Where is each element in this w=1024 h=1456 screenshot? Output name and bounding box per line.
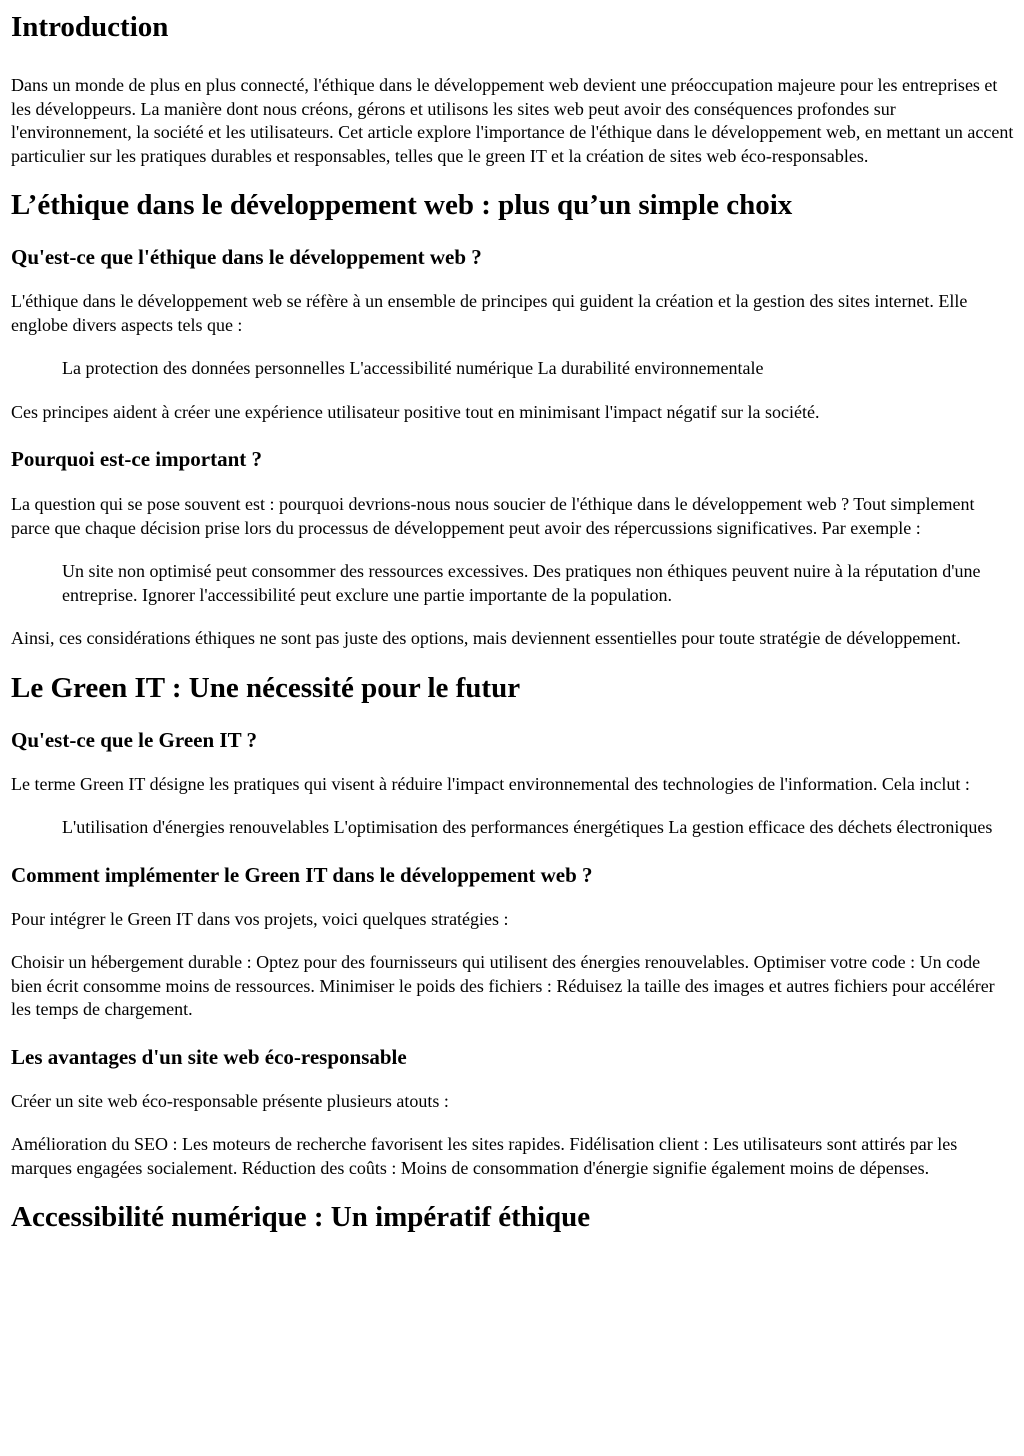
section-heading-accessibility: Accessibilité numérique : Un impératif éthique (11, 1201, 591, 1233)
subheading-what-is-green-it: Qu'est-ce que le Green IT ? (11, 727, 257, 752)
paragraph-eco-benefits: Amélioration du SEO : Les moteurs de recherche favorisent les sites rapides. Fidélisation client : Les utilisateurs sont attirés par les marques engagées socialement. Réduction des coûts : Moins de consommation d'énergie signifie également moins de dépenses. (11, 1134, 958, 1178)
subheading-eco-benefits: Les avantages d'un site web éco-responsable (11, 1044, 407, 1069)
subheading-what-is-ethics: Qu'est-ce que l'éthique dans le développement web ? (11, 245, 482, 269)
paragraph-conclusion-ethics: Ainsi, ces considérations éthiques ne sont pas juste des options, mais deviennent essentielles pour toute stratégie de développement. (11, 628, 961, 648)
intro-paragraph: Dans un monde de plus en plus connecté, l'éthique dans le développement web devient une préoccupation majeure pour les entreprises et les développeurs. La manière dont nous créons, gérons et utilisons les sites web peut avoir des conséquences profondes sur l'environnement, la société et les utilisateurs. Cet article explore l'importance de l'éthique dans le développement web, en mettant un accent particulier sur les pratiques durables et responsables, telles que le green IT et la création de sites web éco-responsables. (11, 75, 1014, 166)
paragraph-ethics-definition: L'éthique dans le développement web se réfère à un ensemble de principes qui guident la création et la gestion des sites internet. Elle englobe divers aspects tels que : (11, 291, 968, 335)
paragraph-green-it-definition: Le terme Green IT désigne les pratiques qui visent à réduire l'impact environnemental des technologies de l'information. Cela inclut : (11, 773, 970, 794)
quote-ethics-aspects: La protection des données personnelles L'accessibilité numérique La durabilité environnementale (62, 358, 764, 378)
paragraph-green-it-strategies: Choisir un hébergement durable : Optez pour des fournisseurs qui utilisent des énergies renouvelables. Optimiser votre code : Un code bien écrit consomme moins de ressources. Minimiser le poids des fichiers : Réduisez la taille des images et autres fichiers pour accélérer les temps de chargement. (11, 952, 995, 1019)
section-heading-ethics: L’éthique dans le développement web : plus qu’un simple choix (11, 189, 793, 221)
quote-examples: Un site non optimisé peut consommer des ressources excessives. Des pratiques non éthiques peuvent nuire à la réputation d'une entreprise. Ignorer l'accessibilité peut exclure une partie importante de la population. (62, 561, 981, 605)
paragraph-ethics-principles: Ces principes aident à créer une expérience utilisateur positive tout en minimisant l'impact négatif sur la société. (11, 401, 820, 422)
paragraph-green-it-strategies-intro: Pour intégrer le Green IT dans vos projets, voici quelques stratégies : (11, 908, 509, 929)
paragraph-why-important: La question qui se pose souvent est : pourquoi devrions-nous nous soucier de l'éthique dans le développement web ? Tout simplement parce que chaque décision prise lors du processus de développement peut avoir des répercussions significatives. Par exemple : (11, 494, 975, 538)
subheading-implement-green-it: Comment implémenter le Green IT dans le développement web ? (11, 862, 593, 887)
section-heading-green-it: Le Green IT : Une nécessité pour le futur (11, 671, 521, 704)
subheading-why-important: Pourquoi est-ce important ? (11, 447, 263, 471)
quote-green-it-practices: L'utilisation d'énergies renouvelables L'optimisation des performances énergétiques La gestion efficace des déchets électroniques (62, 817, 993, 837)
article (0, 10, 1024, 1234)
paragraph-eco-benefits-intro: Créer un site web éco-responsable présente plusieurs atouts : (11, 1090, 449, 1111)
intro-heading: Introduction (11, 11, 169, 43)
